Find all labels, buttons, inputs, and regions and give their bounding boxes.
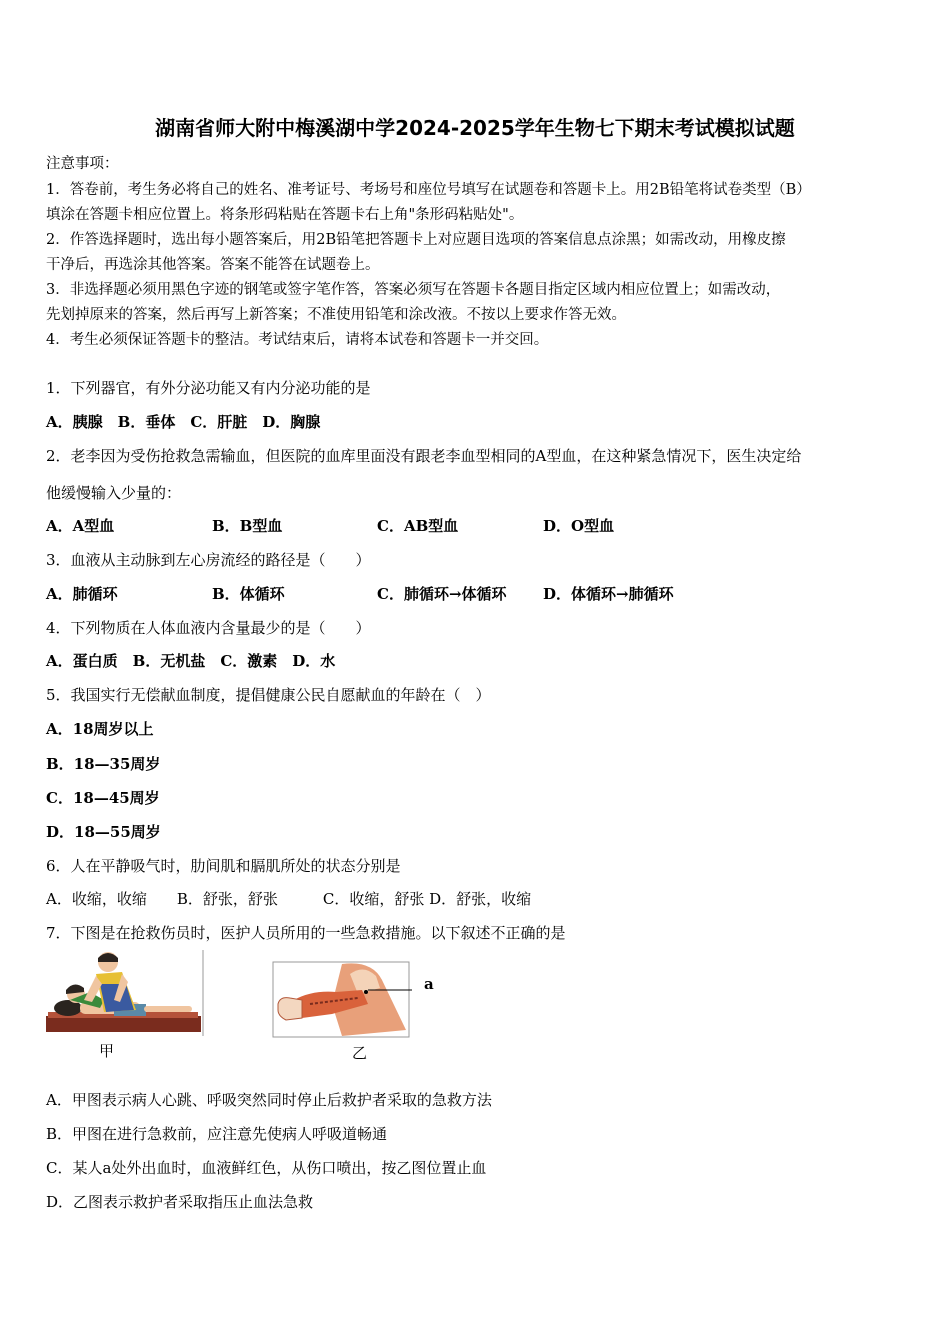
q7-option-b: B．甲图在进行急救前，应注意先使病人呼吸道畅通 bbox=[46, 1125, 388, 1143]
q4-stem: 4．下列物质在人体血液内含量最少的是（ ） bbox=[46, 619, 371, 637]
q5-option-d: D．18—55周岁 bbox=[46, 823, 161, 841]
q5-option-c: C．18—45周岁 bbox=[46, 789, 160, 807]
notice-line-3: 2．作答选择题时，选出每小题答案后，用2B铅笔把答题卡上对应题目选项的答案信息点涂黑；如需改动，用橡皮擦 bbox=[46, 232, 786, 248]
notice-line-5: 3．非选择题必须用黑色字迹的钢笔或签字笔作答，答案必须写在答题卡各题目指定区域内相应位置上；如需改动， bbox=[46, 282, 781, 298]
q3-stem: 3．血液从主动脉到左心房流经的路径是（ ） bbox=[46, 551, 371, 569]
q2-option-a: A．A型血 bbox=[46, 517, 115, 535]
notice-line-2: 填涂在答题卡相应位置上。将条形码粘贴在答题卡右上角"条形码粘贴处"。 bbox=[46, 207, 524, 223]
q1-stem: 1．下列器官，有外分泌功能又有内分泌功能的是 bbox=[46, 379, 371, 397]
notice-line-6: 先划掉原来的答案，然后再写上新答案；不准使用铅笔和涂改液。不按以上要求作答无效。 bbox=[46, 307, 626, 323]
exam-title: 湖南省师大附中梅溪湖中学2024-2025学年生物七下期末考试模拟试题 bbox=[155, 116, 795, 140]
q5-option-a: A．18周岁以上 bbox=[46, 720, 154, 738]
q3-option-d: D．体循环→肺循环 bbox=[543, 585, 674, 603]
q6-stem: 6．人在平静吸气时，肋间肌和膈肌所处的状态分别是 bbox=[46, 857, 401, 875]
cpr-illustration bbox=[44, 950, 206, 1038]
q2-option-c: C．AB型血 bbox=[377, 517, 459, 535]
q4-options: A．蛋白质 B．无机盐 C．激素 D．水 bbox=[46, 652, 336, 670]
q3-option-b: B．体循环 bbox=[212, 585, 285, 603]
pressure-point-illustration bbox=[272, 960, 414, 1040]
q2-option-b: B．B型血 bbox=[212, 517, 283, 535]
q7-option-d: D．乙图表示救护者采取指压止血法急救 bbox=[46, 1193, 314, 1211]
notice-heading: 注意事项： bbox=[46, 156, 119, 172]
q2-option-d: D．O型血 bbox=[543, 517, 615, 535]
figure-caption-jia: 甲 bbox=[99, 1042, 115, 1060]
q6-options: A．收缩，收缩 B．舒张，舒张 C．收缩，舒张 D．舒张，收缩 bbox=[46, 890, 532, 908]
q3-option-c: C．肺循环→体循环 bbox=[377, 585, 507, 603]
q7-option-c: C．某人a处外出血时，血液鲜红色，从伤口喷出，按乙图位置止血 bbox=[46, 1159, 487, 1177]
notice-line-4: 干净后，再选涂其他答案。答案不能答在试题卷上。 bbox=[46, 257, 380, 273]
notice-line-7: 4．考生必须保证答题卡的整洁。考试结束后，请将本试卷和答题卡一并交回。 bbox=[46, 332, 549, 348]
q7-option-a: A．甲图表示病人心跳、呼吸突然同时停止后救护者采取的急救方法 bbox=[46, 1091, 492, 1109]
q3-option-a: A．肺循环 bbox=[46, 585, 118, 603]
figure-label-a: a bbox=[424, 975, 434, 993]
q1-options: A．胰腺 B．垂体 C．肝脏 D．胸腺 bbox=[46, 413, 321, 431]
notice-line-1: 1．答卷前，考生务必将自己的姓名、准考证号、考场号和座位号填写在试题卷和答题卡上。用2B铅笔将试卷类型（B） bbox=[46, 182, 811, 198]
q2-stem-line-1: 2．老李因为受伤抢救急需输血，但医院的血库里面没有跟老李血型相同的A型血，在这种紧急情况下，医生决定给 bbox=[46, 447, 802, 465]
figure-caption-yi: 乙 bbox=[352, 1044, 368, 1062]
q5-option-b: B．18—35周岁 bbox=[46, 755, 161, 773]
q2-stem-line-2: 他缓慢输入少量的： bbox=[46, 484, 182, 502]
q7-stem: 7．下图是在抢救伤员时，医护人员所用的一些急救措施。以下叙述不正确的是 bbox=[46, 924, 566, 942]
q5-stem: 5．我国实行无偿献血制度，提倡健康公民自愿献血的年龄在（ ） bbox=[46, 686, 491, 704]
